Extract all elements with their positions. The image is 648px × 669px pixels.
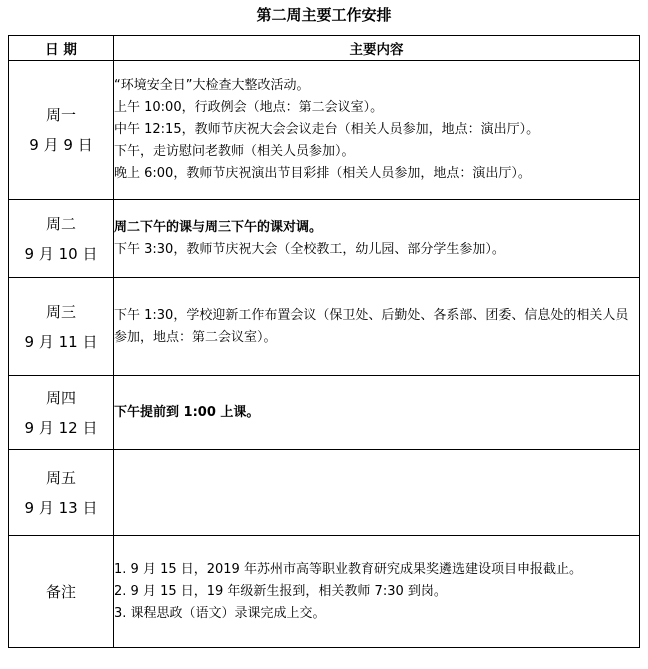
table-row-notes	[9, 536, 640, 648]
schedule-item: “环境安全日”大检查大整改活动。	[114, 78, 310, 93]
table-row-wednesday	[9, 278, 640, 376]
schedule-item: 下午，走访慰问老教师（相关人员参加）。	[114, 144, 355, 159]
note-item: 1. 9 月 15 日，2019 年苏州市高等职业教育研究成果奖遴选建设项目申报截止。	[114, 561, 582, 577]
content-cell	[114, 278, 640, 376]
content-cell	[114, 450, 640, 536]
schedule-item: 周二下午的课与周三下午的课对调。	[114, 219, 323, 235]
page-title: 第二周主要工作安排	[256, 6, 392, 24]
note-item: 2. 9 月 15 日，19 年级新生报到，相关教师 7:30 到岗。	[114, 583, 447, 599]
schedule-item: 上午 10:00，行政例会（地点：第二会议室）。	[114, 100, 384, 115]
schedule-item: 下午 3:30，教师节庆祝大会（全校教工，幼儿园、部分学生参加）。	[114, 241, 505, 257]
table-row-tuesday	[9, 200, 640, 278]
date-cell	[9, 61, 114, 200]
note-item: 3. 课程思政（语文）录课完成上交。	[114, 605, 326, 621]
table-header-row	[9, 36, 640, 61]
schedule-table	[8, 35, 640, 648]
notes-label: 备注	[45, 582, 76, 601]
date-cell	[9, 376, 114, 450]
schedule-item: 下午提前到 1:00 上课。	[114, 404, 260, 420]
date-label: 9 月 13 日	[24, 498, 98, 517]
weekday-label: 周三	[45, 302, 76, 321]
table-row-monday	[9, 61, 640, 200]
date-label: 9 月 9 日	[29, 136, 93, 154]
notes-label-cell	[9, 536, 114, 648]
content-cell	[114, 376, 640, 450]
table-row-thursday	[9, 376, 640, 450]
table-row-friday	[9, 450, 640, 536]
date-label: 9 月 11 日	[24, 332, 98, 351]
weekday-label: 周二	[45, 214, 76, 233]
notes-cell	[114, 536, 640, 648]
date-cell	[9, 200, 114, 278]
weekday-label: 周五	[45, 468, 76, 487]
content-column-header: 主要内容	[114, 36, 640, 61]
date-cell	[9, 278, 114, 376]
date-label: 9 月 10 日	[24, 244, 98, 263]
date-label: 9 月 12 日	[24, 418, 98, 437]
schedule-item: 下午 1:30，学校迎新工作布置会议（保卫处、后勤处、各系部、团委、信息处的相关人员参加，地点：第二会议室）。	[114, 307, 629, 345]
date-cell	[9, 450, 114, 536]
content-cell	[114, 200, 640, 278]
weekday-label: 周四	[45, 388, 76, 407]
content-cell	[114, 61, 640, 200]
schedule-item: 晚上 6:00，教师节庆祝演出节目彩排（相关人员参加，地点：演出厅）。	[114, 166, 531, 181]
weekday-label: 周一	[45, 106, 76, 124]
date-column-header: 日 期	[9, 36, 114, 61]
schedule-item: 中午 12:15，教师节庆祝大会会议走台（相关人员参加，地点：演出厅）。	[114, 122, 540, 137]
